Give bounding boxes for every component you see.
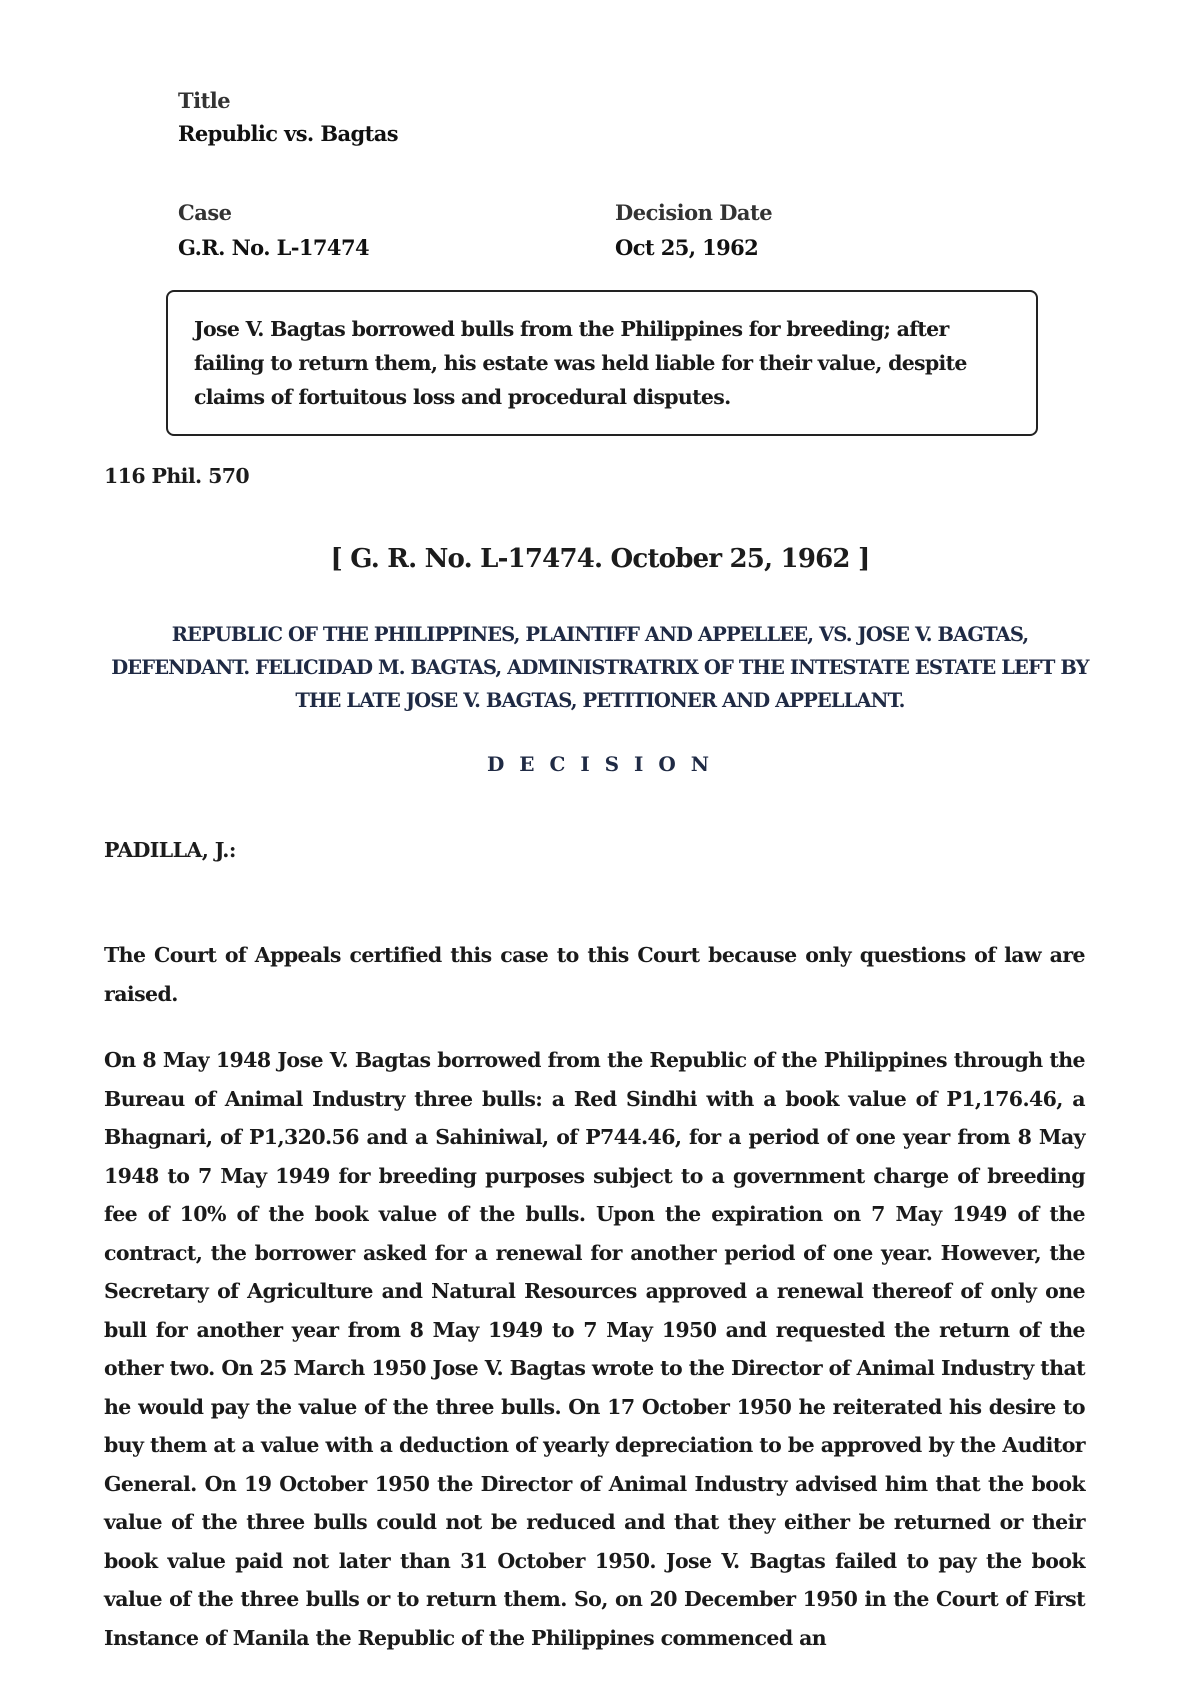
case-title: Republic vs. Bagtas [178, 121, 398, 146]
decision-date-block [615, 200, 772, 260]
paragraph-text: On 8 May 1948 Jose V. Bagtas borrowed from the Republic of the Philippines through the Bureau of Animal Industry three bulls: a Red Sindhi with a book value of P1,176.46, a Bhagnari, of P1,320.56 and a Sahiniwal, of P744.46, for a period of one year from 8 May 1948 to 7 May 1949 for breeding purposes subject to a government charge of breeding fee of 10% of the book value of the bulls. Upon the expiration on 7 May 1949 of the contract, the borrower asked for a renewal for another period of one year. However, the Secretary of Agriculture and Natural Resources approved a renewal thereof of only one bull for another year from 8 May 1949 to 7 May 1950 and requested the return of the other two. On 25 March 1950 Jose V. Bagtas wrote to the Director of Animal Industry that he would pay the value of the three bulls. On 17 October 1950 he reiterated his desire to buy them at a value with a deduction of yearly depreciation to be approved by the Auditor General. On 19 October 1950 the Director of Animal Industry advised him that the book value of the three bulls could not be reduced and that they either be returned or their book value paid not later than 31 October 1950. Jose V. Bagtas failed to pay the book value of the three bulls or to return them. So, on 20 December 1950 in the Court of First Instance of Manila the Republic of the Philippines commenced an [104, 1048, 1085, 1650]
decision-date-label: Decision Date [615, 200, 773, 225]
case-summary-box: Jose V. Bagtas borrowed bulls from the Philippines for breeding; after failing to return them, his estate was held liable for their value, despite claims of fortuitous loss and procedural disputes. [166, 290, 1038, 436]
parties-heading: REPUBLIC OF THE PHILIPPINES, PLAINTIFF AND APPELLEE, VS. JOSE V. BAGTAS, DEFENDANT. FELICIDAD M. BAGTAS, ADMINISTRATRIX OF THE INTESTATE ESTATE LEFT BY THE LATE JOSE V. BAGTAS, PETITIONER AND APPELLANT. [111, 623, 1089, 712]
case-label: Case [178, 200, 232, 225]
body-paragraph [104, 936, 1085, 1013]
gr-number-heading: [ G. R. No. L-17474. October 25, 1962 ] [330, 544, 870, 574]
body-paragraph [104, 1041, 1085, 1657]
case-number: G.R. No. L-17474 [178, 235, 369, 260]
ponente: PADILLA, J.: [104, 838, 236, 862]
citation: 116 Phil. 570 [104, 464, 250, 488]
case-number-block [178, 200, 369, 260]
decision-heading: D E C I S I O N [486, 752, 714, 776]
paragraph-text: The Court of Appeals certified this case to this Court because only questions of law are raised. [104, 943, 1085, 1006]
decision-date: Oct 25, 1962 [615, 235, 759, 260]
title-label: Title [178, 88, 231, 113]
